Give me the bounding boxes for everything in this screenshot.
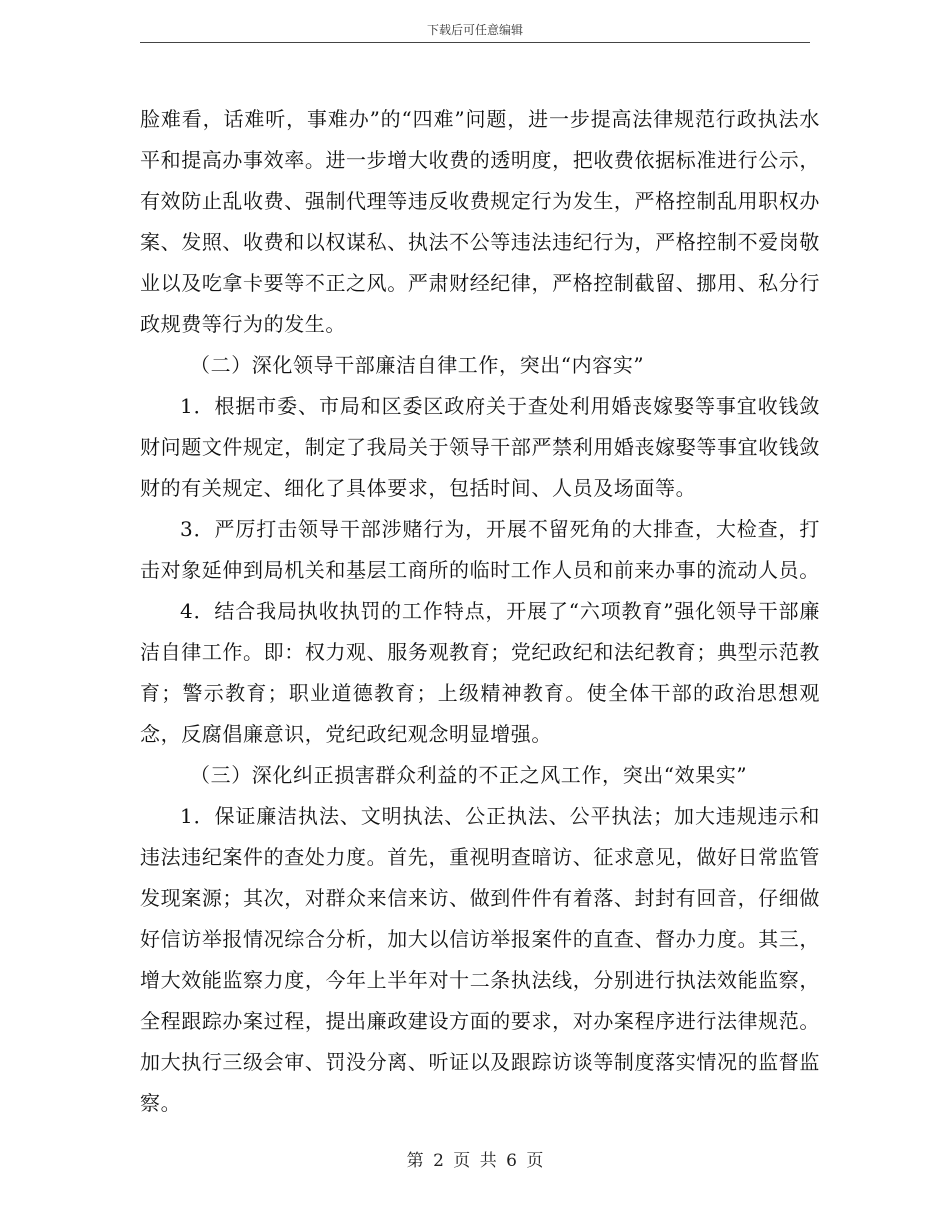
paragraph-item-1: 1．根据市委、市局和区委区政府关于查处利用婚丧嫁娶等事宜收钱敛财问题文件规定，制定了我局关于领导干部严禁利用婚丧嫁娶等事宜收钱敛财的有关规定、细化了具体要求，包括时间、人员及场面等。 [140,394,820,500]
header-divider [140,42,810,43]
paragraph-item-3: 3．严厉打击领导干部涉赌行为，开展不留死角的大排查，大检查，打击对象延伸到局机关和基层工商所的临时工作人员和前来办事的流动人员。 [140,517,820,582]
paragraph-continuation: 脸难看，话难听，事难办”的“四难”问题，进一步提高法律规范行政执法水平和提高办事效率。进一步增大收费的透明度，把收费依据标准进行公示，有效防止乱收费、强制代理等违反收费规定行为发生，严格控制乱用职权办案、发照、收费和以权谋私、执法不公等违法违纪行为，严格控制不爱岗敬业以及吃拿卡要等不正之风。严肃财经纪律，严格控制截留、挪用、私分行政规费等行为的发生。 [140,107,820,336]
page-number-footer: 第 2 页 共 6 页 [406,1151,544,1171]
paragraph-item-1-section-three: 1．保证廉洁执法、文明执法、公正执法、公平执法；加大违规违示和违法违纪案件的查处力度。首先，重视明查暗访、征求意见，做好日常监管发现案源；其次，对群众来信来访、做到件件有着落、封封有回音，仔细做好信访举报情况综合分析，加大以信访举报案件的直查、督办力度。其三，增大效能监察力度，今年上半年对十二条执法线，分别进行执法效能监察，全程跟踪办案过程，提出廉政建设方面的要求，对办案程序进行法律规范。加大执行三级会审、罚没分离、听证以及跟踪访谈等制度落实情况的监督监察。 [140,804,820,1115]
page-header: 下载后可任意编辑 [426,23,523,37]
section-heading-two: （二）深化领导干部廉洁自律工作，突出“内容实” [190,353,645,377]
document-body [140,99,820,1124]
section-heading-three: （三）深化纠正损害群众利益的不正之风工作，突出“效果实” [190,763,748,787]
paragraph-item-4: 4．结合我局执收执罚的工作特点，开展了“六项教育”强化领导干部廉洁自律工作。即：权力观、服务观教育；党纪政纪和法纪教育；典型示范教育；警示教育；职业道德教育；上级精神教育。使全体干部的政治思想观念，反腐倡廉意识，党纪政纪观念明显增强。 [140,599,820,746]
